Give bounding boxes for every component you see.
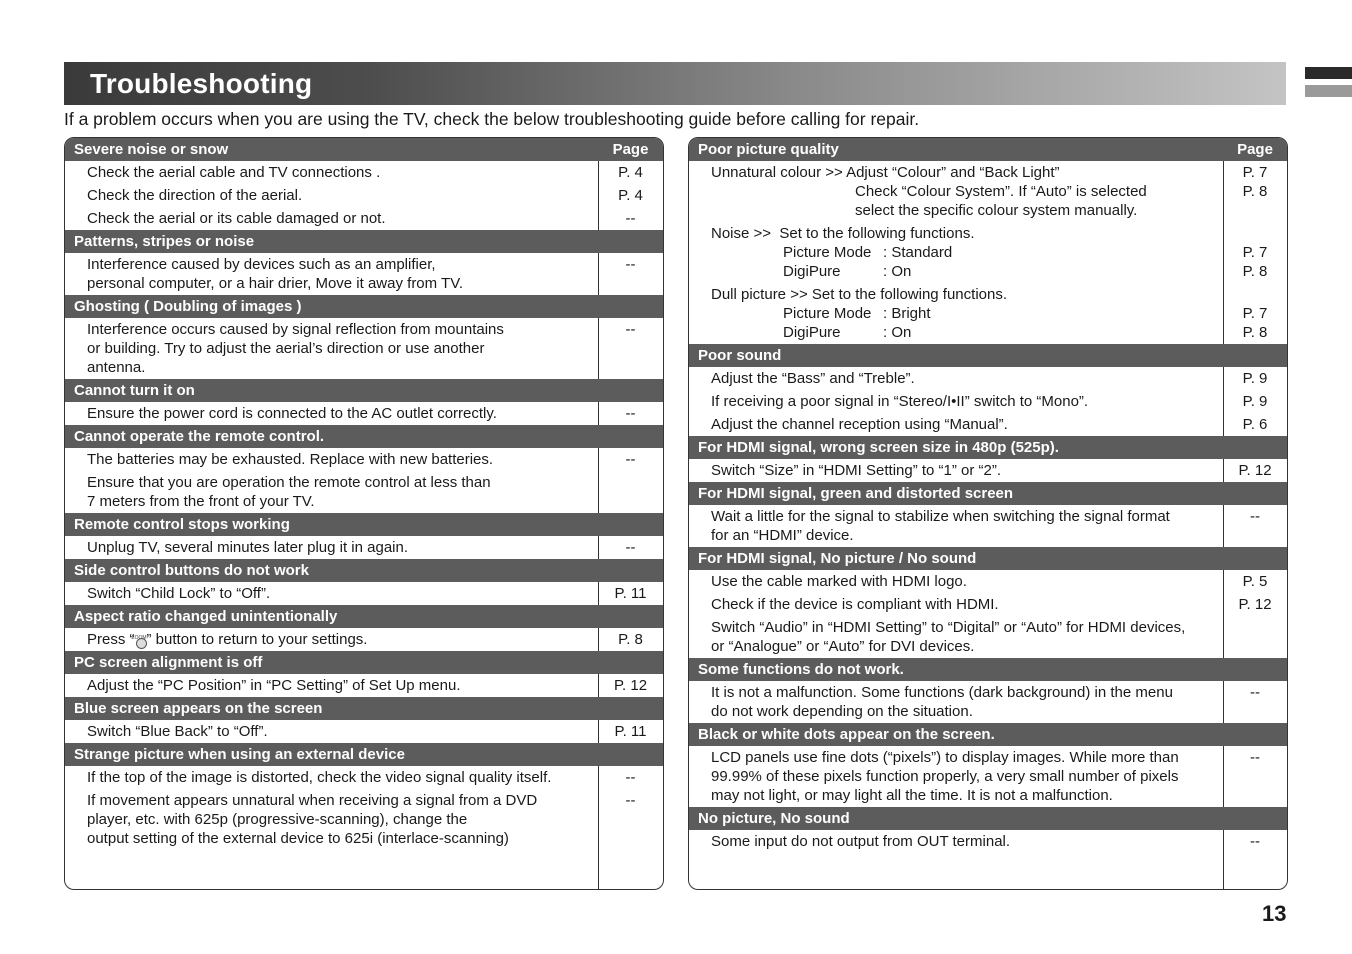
page-ref: P. 5 <box>1242 573 1268 590</box>
section-header <box>65 379 663 402</box>
page-column-header <box>1223 482 1287 505</box>
text-line: Use the cable marked with HDMI logo. <box>711 573 967 590</box>
problem-text <box>689 222 1223 283</box>
section-header <box>65 138 663 161</box>
problem-text <box>65 674 598 697</box>
page-column-header <box>598 559 663 582</box>
page-title: Troubleshooting <box>90 68 313 99</box>
text-line: Check if the device is compliant with HDMI. <box>711 596 999 613</box>
setting-label: Picture Mode <box>783 305 872 322</box>
text-line: Ensure that you are operation the remote control at less than <box>87 474 491 491</box>
text-line: Adjust the “PC Position” in “PC Setting” of Set Up menu. <box>87 677 461 694</box>
table-row <box>689 413 1287 436</box>
page-ref: P. 4 <box>618 164 643 181</box>
table-row <box>689 746 1287 807</box>
page-column-header <box>598 697 663 720</box>
section-header <box>689 547 1287 570</box>
page-ref: P. 12 <box>1238 596 1272 613</box>
text-line: may not light, or may light all the time. It is not a malfunction. <box>711 787 1113 804</box>
page-ref-line: P. 8 <box>1242 183 1268 200</box>
text-line: Switch “Child Lock” to “Off”. <box>87 585 271 602</box>
section-header <box>65 513 663 536</box>
page-ref: P. 12 <box>613 677 648 694</box>
page-ref: -- <box>625 539 636 556</box>
problem-text <box>689 593 1223 616</box>
section-title: PC screen alignment is off <box>65 651 598 674</box>
text-line: Dull picture >> Set to the following functions. <box>711 286 1008 303</box>
problem-text <box>65 207 598 230</box>
text-line: If receiving a poor signal in “Stereo/I•II” switch to “Mono”. <box>711 393 1089 410</box>
text-line <box>87 630 598 649</box>
section-title: Black or white dots appear on the screen. <box>689 723 1223 746</box>
page-ref: -- <box>1250 833 1260 850</box>
table-row <box>65 536 663 559</box>
page-ref: -- <box>625 451 636 468</box>
right-table <box>689 138 1287 853</box>
setting-label: DigiPure <box>783 263 841 280</box>
page-column-header: Page <box>598 138 663 161</box>
problem-text <box>65 789 598 850</box>
problem-text <box>65 628 598 651</box>
section-header <box>689 138 1287 161</box>
problem-text <box>65 471 598 513</box>
page-column-header <box>1223 807 1287 830</box>
problem-text <box>65 402 598 425</box>
page-ref-line: P. 7 <box>1242 164 1268 181</box>
page-column-header <box>598 230 663 253</box>
table-row <box>689 570 1287 593</box>
table-row <box>65 766 663 789</box>
page-ref: P. 8 <box>618 631 643 648</box>
side-tab-marker-dark <box>1305 67 1352 79</box>
table-row <box>65 582 663 605</box>
table-row <box>65 253 663 295</box>
text-line: LCD panels use fine dots (“pixels”) to display images. While more than <box>711 749 1179 766</box>
setting-line <box>711 243 1223 262</box>
section-header <box>65 697 663 720</box>
table-row <box>65 207 663 230</box>
text-line: Wait a little for the signal to stabilize when switching the signal format <box>711 508 1170 525</box>
section-header <box>689 436 1287 459</box>
section-title: Cannot operate the remote control. <box>65 425 598 448</box>
section-header <box>65 559 663 582</box>
text-line: Ensure the power cord is connected to the AC outlet correctly. <box>87 405 497 422</box>
problem-text <box>689 367 1223 390</box>
section-header <box>65 295 663 318</box>
page-ref-line: P. 7 <box>1242 305 1268 322</box>
section-header <box>689 344 1287 367</box>
section-title: Some functions do not work. <box>689 658 1223 681</box>
section-header <box>689 658 1287 681</box>
text-fragment: Press “ <box>87 631 135 648</box>
problem-text <box>65 582 598 605</box>
page-column-header <box>598 379 663 402</box>
setting-label: Picture Mode <box>783 244 872 261</box>
problem-text <box>65 720 598 743</box>
page-ref: -- <box>1250 749 1260 766</box>
text-line: Interference caused by devices such as an amplifier, <box>87 256 436 273</box>
page-ref-line: P. 8 <box>1242 263 1268 280</box>
page-number: 13 <box>1262 901 1287 926</box>
page-ref: P. 11 <box>614 723 647 740</box>
text-line: Noise >> Set to the following functions. <box>711 225 975 242</box>
section-title: Side control buttons do not work <box>65 559 598 582</box>
table-row <box>65 789 663 850</box>
right-troubleshooting-table <box>688 137 1288 890</box>
page-ref-line: P. 8 <box>1242 324 1268 341</box>
section-title: Poor sound <box>689 344 1223 367</box>
text-line: Unnatural colour >> Adjust “Colour” and “Back Light” <box>711 164 1060 181</box>
page-column-header <box>598 743 663 766</box>
text-line: output setting of the external device to 625i (interlace-scanning) <box>87 830 509 847</box>
intro-text: If a problem occurs when you are using the TV, check the below troubleshooting guide before calling for repair. <box>64 109 920 129</box>
text-line: or building. Try to adjust the aerial’s direction or use another <box>87 340 485 357</box>
problem-text <box>689 746 1223 807</box>
table-row <box>689 390 1287 413</box>
side-tab-marker-light <box>1305 85 1352 97</box>
page-ref <box>1223 616 1287 658</box>
section-header <box>65 605 663 628</box>
table-row <box>689 830 1287 853</box>
problem-text <box>65 161 598 184</box>
text-line: antenna. <box>87 359 146 376</box>
section-title: Cannot turn it on <box>65 379 598 402</box>
text-line: or “Analogue” or “Auto” for DVI devices. <box>711 638 975 655</box>
problem-text <box>689 505 1223 547</box>
page-column-header <box>1223 723 1287 746</box>
page-ref-line: P. 7 <box>1242 244 1268 261</box>
page-ref <box>1223 161 1287 222</box>
problem-text <box>65 318 598 379</box>
setting-value: : On <box>883 263 912 280</box>
page-ref <box>1223 283 1287 344</box>
setting-line <box>711 323 1223 342</box>
problem-text <box>689 390 1223 413</box>
page-ref: -- <box>625 256 636 273</box>
left-troubleshooting-table <box>64 137 664 890</box>
title-bar <box>64 62 1286 105</box>
table-row <box>65 161 663 184</box>
text-line: Adjust the “Bass” and “Treble”. <box>711 370 915 387</box>
text-line: If the top of the image is distorted, check the video signal quality itself. <box>87 769 552 786</box>
page-ref: P. 11 <box>614 585 647 602</box>
section-title: For HDMI signal, green and distorted screen <box>689 482 1223 505</box>
page-ref: -- <box>625 792 636 809</box>
page-column-header <box>598 295 663 318</box>
table-row <box>65 402 663 425</box>
table-row <box>689 505 1287 547</box>
text-line: Unplug TV, several minutes later plug it in again. <box>87 539 409 556</box>
text-line: player, etc. with 625p (progressive-scanning), change the <box>87 811 468 828</box>
section-title: For HDMI signal, No picture / No sound <box>689 547 1223 570</box>
page-column-header <box>598 513 663 536</box>
text-line: Adjust the channel reception using “Manual”. <box>711 416 1008 433</box>
page-column-header <box>598 605 663 628</box>
page-ref <box>598 471 663 513</box>
table-row <box>65 318 663 379</box>
page-ref: -- <box>625 405 636 422</box>
problem-text <box>65 184 598 207</box>
text-line: Some input do not output from OUT terminal. <box>711 833 1011 850</box>
section-title: Blue screen appears on the screen <box>65 697 598 720</box>
setting-value: : On <box>883 324 912 341</box>
problem-text <box>689 459 1223 482</box>
text-line: Switch “Blue Back” to “Off”. <box>87 723 268 740</box>
page-ref: -- <box>625 321 636 338</box>
table-row <box>65 448 663 471</box>
problem-text <box>689 830 1223 853</box>
text-line: select the specific colour system manually. <box>855 202 1138 219</box>
text-line: It is not a malfunction. Some functions (dark background) in the menu <box>711 684 1173 701</box>
section-title: Poor picture quality <box>689 138 1223 161</box>
table-row <box>689 161 1287 222</box>
text-line: 99.99% of these pixels function properly, a very small number of pixels <box>711 768 1179 785</box>
text-line: Check the aerial or its cable damaged or not. <box>87 210 386 227</box>
section-title: Remote control stops working <box>65 513 598 536</box>
page-ref: P. 12 <box>1238 462 1272 479</box>
page-column-header <box>598 651 663 674</box>
page-ref: -- <box>1250 684 1260 701</box>
text-line: Switch “Audio” in “HDMI Setting” to “Digital” or “Auto” for HDMI devices, <box>711 619 1186 636</box>
table-row <box>689 593 1287 616</box>
problem-text <box>65 253 598 295</box>
section-title: Strange picture when using an external device <box>65 743 598 766</box>
zoom-button-icon <box>135 635 147 646</box>
text-line: 7 meters from the front of your TV. <box>87 493 315 510</box>
text-line: If movement appears unnatural when receiving a signal from a DVD <box>87 792 538 809</box>
problem-text <box>689 570 1223 593</box>
page-column-header <box>1223 658 1287 681</box>
table-row <box>689 283 1287 344</box>
section-title: No picture, No sound <box>689 807 1223 830</box>
table-row <box>65 184 663 207</box>
text-line: The batteries may be exhausted. Replace with new batteries. <box>87 451 494 468</box>
text-line: for an “HDMI” device. <box>711 527 854 544</box>
page-column-header <box>1223 344 1287 367</box>
table-row <box>65 471 663 513</box>
table-row <box>65 628 663 651</box>
section-header <box>65 743 663 766</box>
setting-value: : Standard <box>883 244 953 261</box>
problem-text <box>65 766 598 789</box>
table-row <box>689 681 1287 723</box>
table-row <box>689 459 1287 482</box>
table-row <box>65 720 663 743</box>
section-header <box>65 651 663 674</box>
table-row <box>689 222 1287 283</box>
text-line: Interference occurs caused by signal reflection from mountains <box>87 321 504 338</box>
page-ref: P. 9 <box>1242 393 1268 410</box>
setting-value: : Bright <box>883 305 931 322</box>
page-column-header: Page <box>1223 138 1287 161</box>
section-title: Ghosting ( Doubling of images ) <box>65 295 598 318</box>
problem-text <box>689 681 1223 723</box>
text-line: Check “Colour System”. If “Auto” is selected <box>855 183 1147 200</box>
page-ref: P. 9 <box>1242 370 1268 387</box>
setting-label: DigiPure <box>783 324 841 341</box>
problem-text <box>689 616 1223 658</box>
page-column-header <box>1223 436 1287 459</box>
setting-line <box>711 304 1223 323</box>
page-ref <box>1223 222 1287 283</box>
section-title: For HDMI signal, wrong screen size in 480p (525p). <box>689 436 1223 459</box>
section-title: Patterns, stripes or noise <box>65 230 598 253</box>
text-line: Check the aerial cable and TV connections . <box>87 164 381 181</box>
text-line: personal computer, or a hair drier, Move it away from TV. <box>87 275 464 292</box>
page-column-header <box>1223 547 1287 570</box>
section-header <box>65 425 663 448</box>
page-ref: P. 6 <box>1242 416 1268 433</box>
section-header <box>689 807 1287 830</box>
page-ref: -- <box>625 210 636 227</box>
page-column-header <box>598 425 663 448</box>
text-line: Switch “Size” in “HDMI Setting” to “1” or “2”. <box>711 462 1002 479</box>
left-table <box>65 138 663 850</box>
problem-text <box>689 161 1223 222</box>
page-ref: P. 4 <box>618 187 643 204</box>
table-row <box>689 616 1287 658</box>
table-row <box>689 367 1287 390</box>
section-title: Severe noise or snow <box>65 138 598 161</box>
setting-line <box>711 262 1223 281</box>
text-line: do not work depending on the situation. <box>711 703 973 720</box>
problem-text <box>689 283 1223 344</box>
page-ref: -- <box>625 769 636 786</box>
text-fragment: ” button to return to your settings. <box>146 631 368 648</box>
page-ref: -- <box>1250 508 1260 525</box>
text-line: Check the direction of the aerial. <box>87 187 303 204</box>
problem-text <box>689 413 1223 436</box>
section-header <box>65 230 663 253</box>
table-row <box>65 674 663 697</box>
section-header <box>689 482 1287 505</box>
problem-text <box>65 448 598 471</box>
section-title: Aspect ratio changed unintentionally <box>65 605 598 628</box>
problem-text <box>65 536 598 559</box>
section-header <box>689 723 1287 746</box>
